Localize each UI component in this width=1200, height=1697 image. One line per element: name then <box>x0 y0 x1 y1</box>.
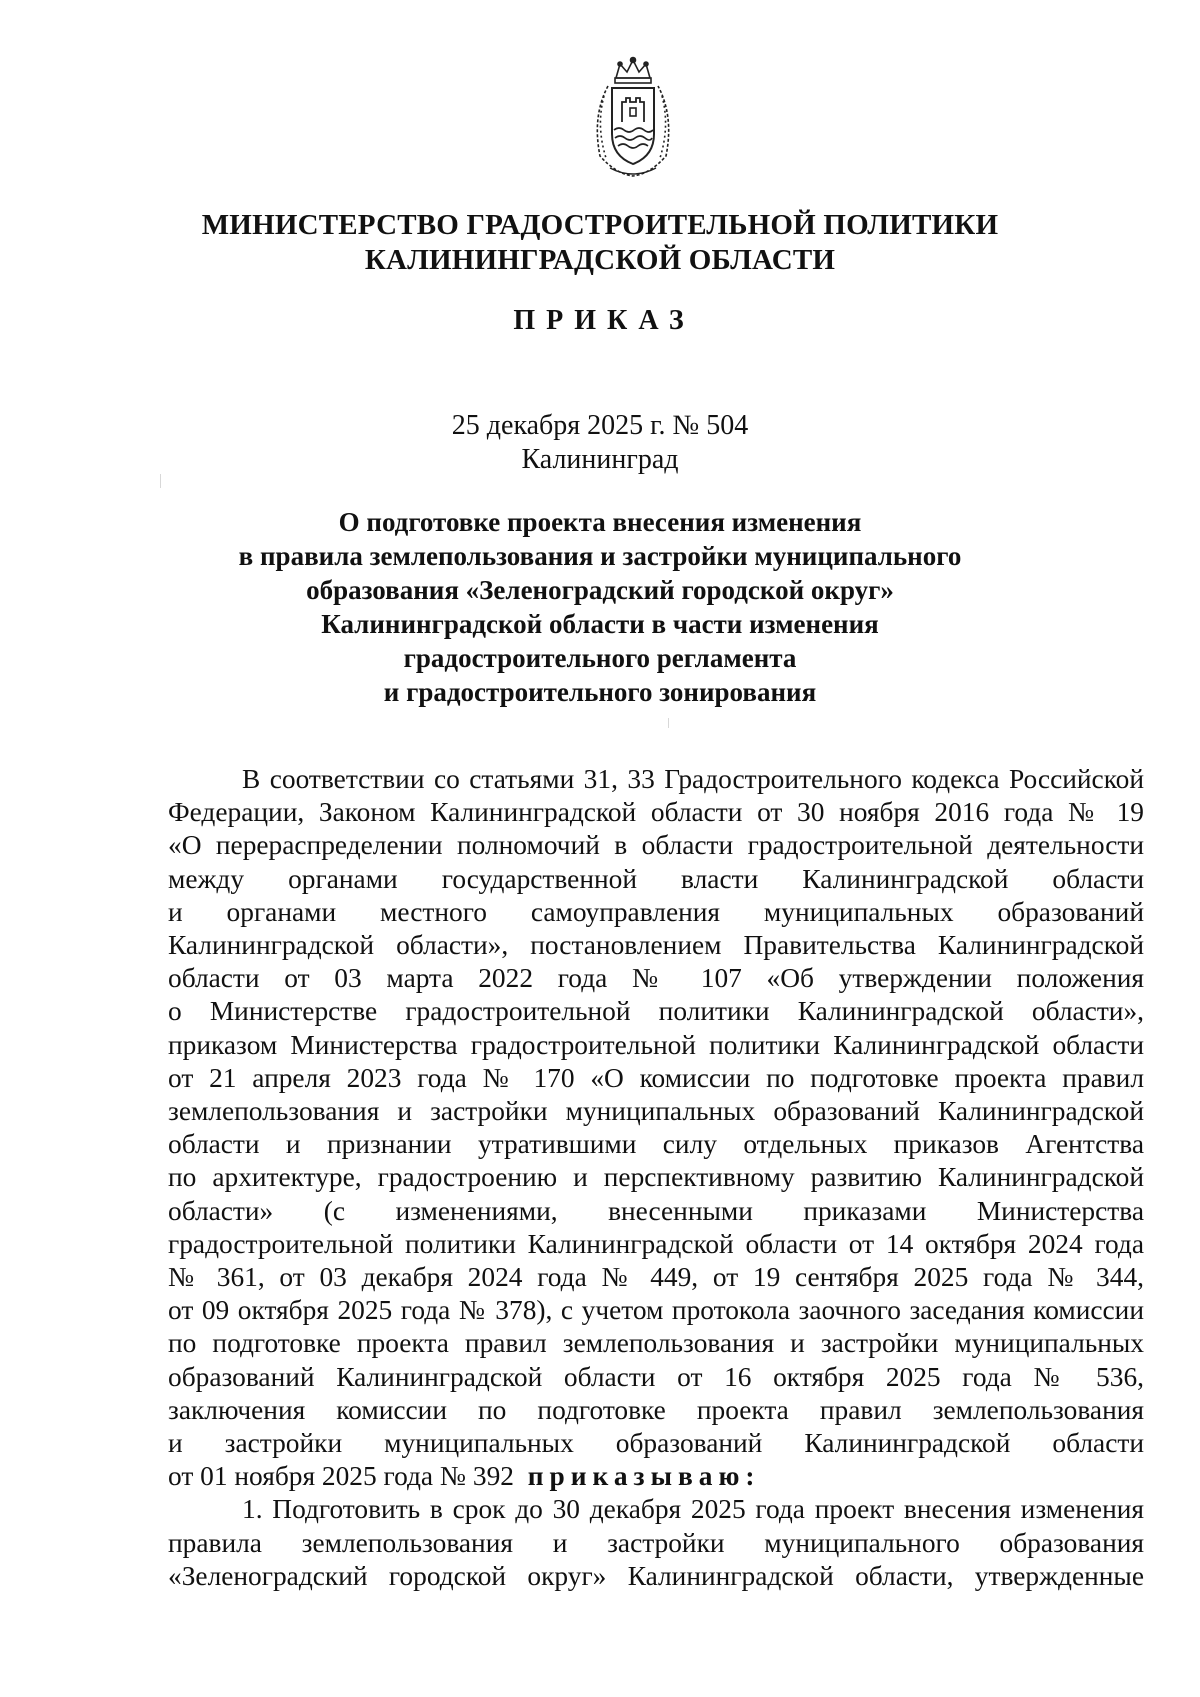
body-line: о Министерстве градостроительной политики Калининградской области», <box>168 996 1144 1027</box>
order-city: Калининград <box>521 444 679 475</box>
coat-of-arms-emblem <box>586 56 680 182</box>
body-line: области и признании утратившими силу отдельных приказов Агентства <box>168 1129 1144 1160</box>
order-verb: приказываю: <box>527 1461 761 1492</box>
body-line: землепользования и застройки муниципальных образований Калининградской <box>168 1096 1144 1127</box>
body-line: между органами государственной власти Калининградской области <box>168 863 1144 894</box>
ministry-name <box>0 208 1200 278</box>
title-line: образования «Зеленоградский городской округ» <box>306 575 894 605</box>
scan-artifact <box>668 718 669 728</box>
body-line: Федерации, Законом Калининградской области от 30 ноября 2016 года № 19 <box>168 797 1144 828</box>
body-line: и застройки муниципальных образований Калининградской области <box>168 1428 1144 1459</box>
body-line: № 361, от 03 декабря 2024 года № 449, от 19 сентября 2025 года № 344, <box>168 1262 1144 1293</box>
scan-artifact <box>160 474 161 488</box>
body-line: от 21 апреля 2023 года № 170 «О комиссии по подготовке проекта правил <box>168 1062 1144 1093</box>
order-date-number: 25 декабря 2025 г. № 504 <box>451 410 749 441</box>
body-line: области» (с изменениями, внесенными приказами Министерства <box>168 1195 1144 1226</box>
body-line: от 09 октября 2025 года № 378), с учетом протокола заочного заседания комиссии <box>168 1295 1144 1326</box>
document-body <box>168 763 1144 1593</box>
document-title <box>0 505 1200 709</box>
body-line: по подготовке проекта правил землепользования и застройки муниципальных <box>168 1328 1144 1359</box>
body-line: В соответствии со статьями 31, 33 Градостроительного кодекса Российской <box>242 764 1144 794</box>
body-line: Калининградской области», постановлением Правительства Калининградской <box>168 930 1144 961</box>
order-heading: ПРИКАЗ <box>513 305 695 336</box>
item-1-line: 1. Подготовить в срок до 30 декабря 2025 года проект внесения изменения <box>242 1494 1144 1525</box>
body-line: области от 03 марта 2022 года № 107 «Об утверждении положения <box>168 963 1144 994</box>
body-line: заключения комиссии по подготовке проекта правил землепользования <box>168 1394 1144 1425</box>
preamble-final-text: от 01 ноября 2025 года № 392 <box>168 1461 514 1492</box>
body-line: по архитектуре, градостроению и перспективному развитию Калининградской <box>168 1162 1144 1193</box>
title-line: градостроительного регламента <box>403 643 797 673</box>
title-line: Калининградской области в части изменения <box>321 609 879 639</box>
body-line: и органами местного самоуправления муниципальных образований <box>168 896 1144 927</box>
ministry-name-line-1: МИНИСТЕРСТВО ГРАДОСТРОИТЕЛЬНОЙ ПОЛИТИКИ <box>201 209 999 241</box>
body-line: образований Калининградской области от 16 октября 2025 года № 536, <box>168 1361 1144 1392</box>
item-1-line: правила землепользования и застройки муниципального образования <box>168 1527 1144 1558</box>
title-line: и градостроительного зонирования <box>383 677 817 707</box>
body-line: градостроительной политики Калининградской области от 14 октября 2024 года <box>168 1228 1144 1259</box>
ministry-name-line-2: КАЛИНИНГРАДСКОЙ ОБЛАСТИ <box>364 244 836 276</box>
body-line: «О перераспределении полномочий в области градостроительной деятельности <box>168 830 1144 861</box>
title-line: в правила землепользования и застройки муниципального <box>238 541 962 571</box>
body-line-with-order-verb <box>168 1460 1144 1493</box>
title-line: О подготовке проекта внесения изменения <box>338 507 862 537</box>
item-1-line: «Зеленоградский городской округ» Калининградской области, утвержденные <box>168 1560 1144 1591</box>
body-line: приказом Министерства градостроительной политики Калининградской области <box>168 1029 1144 1060</box>
